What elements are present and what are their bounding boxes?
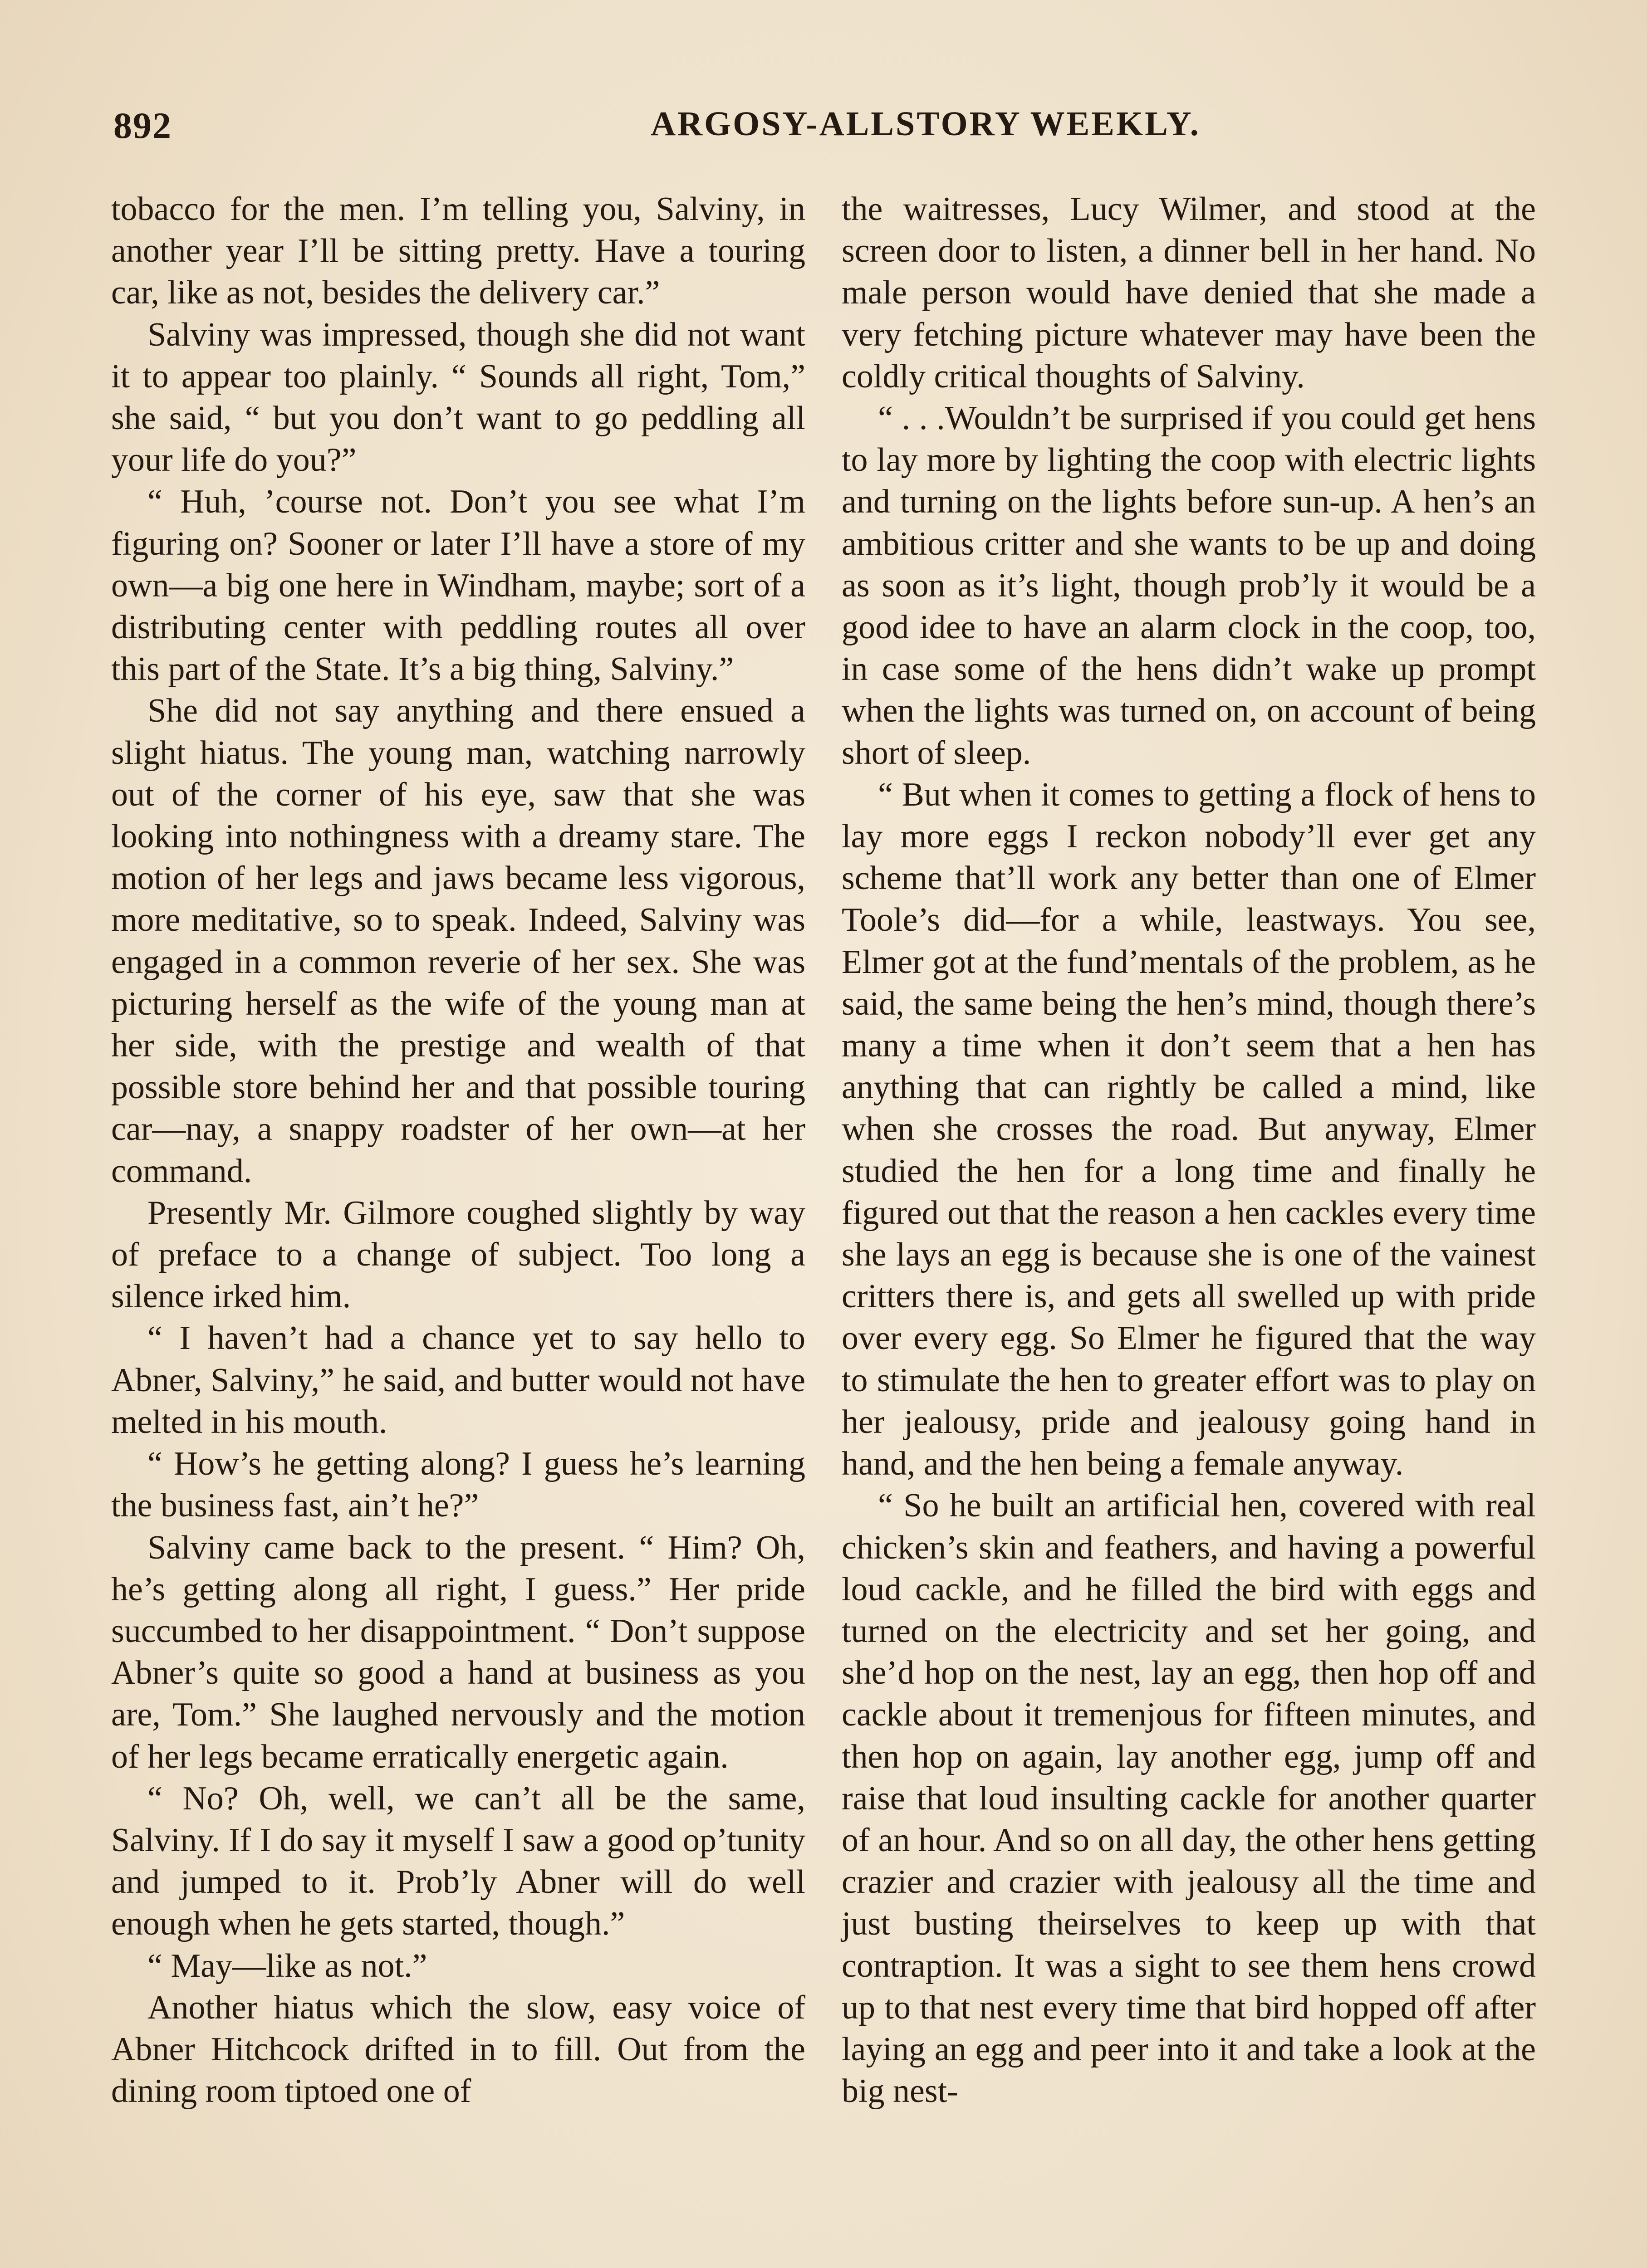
page-header xyxy=(113,104,1543,159)
paragraph: “ May—like as not.” xyxy=(147,1947,427,1984)
paragraph: “ So he built an artificial hen, covered with real chicken’s skin and feathers, and having a powerful loud cackle, and he filled the bird with eggs and turned on the electricity and set her going, and she’d hop on the nest, lay an egg, then hop off and cackle about it tremenjous for fifteen minutes, and then hop on again, lay another egg, jump off and raise that loud insulting cackle for another quarter of an hour. And so on all day, the other hens getting crazier and crazier with jealousy all the time and just busting theirselves to keep up with that contraption. It was a sight to see them hens crowd up to that nest every time that bird hopped off after laying an egg and peer into it and take a look at the big nest- xyxy=(842,1487,1536,2110)
left-column xyxy=(111,188,805,2112)
paragraph: “ Huh, ’course not. Don’t you see what I’m figuring on? Sooner or later I’ll have a store of my own—a big one here in Windham, maybe; sort of a distributing center with peddling routes all over this part of the State. It’s a big thing, Salviny.” xyxy=(111,483,805,688)
right-column xyxy=(842,188,1536,2112)
paragraph: Another hiatus which the slow, easy voice of Abner Hitchcock drifted in to fill. Out from the dining room tiptoed one of xyxy=(111,1989,805,2110)
paragraph: the waitresses, Lucy Wilmer, and stood at the screen door to listen, a dinner bell in her hand. No male person would have denied that she made a very fetching picture whatever may have been the coldly critical thoughts of Salviny. xyxy=(842,191,1536,395)
page-number: 892 xyxy=(113,105,172,146)
running-title: ARGOSY-ALLSTORY WEEKLY. xyxy=(651,105,1201,143)
paragraph: tobacco for the men. I’m telling you, Salviny, in another year I’ll be sitting pretty. Have a touring car, like as not, besides the delivery car.” xyxy=(111,191,805,312)
paragraph: Salviny came back to the present. “ Him? Oh, he’s getting along all right, I guess.” Her pride succumbed to her disappointment. “ Don’t suppose Abner’s quite so good a hand at business as you are, Tom.” She laughed nervously and the motion of her legs became erratically energetic again. xyxy=(111,1529,805,1775)
paragraph: She did not say anything and there ensued a slight hiatus. The young man, watching narrowly out of the corner of his eye, saw that she was looking into nothingness with a dreamy stare. The motion of her legs and jaws became less vigorous, more meditative, so to speak. Indeed, Salviny was engaged in a common reverie of her sex. She was picturing herself as the wife of the young man at her side, with the prestige and wealth of that possible store behind her and that possible touring car—nay, a snappy roadster of her own—at her command. xyxy=(111,692,805,1190)
paragraph: “ How’s he getting along? I guess he’s learning the business fast, ain’t he?” xyxy=(111,1445,805,1525)
paragraph: “ No? Oh, well, we can’t all be the same, Salviny. If I do say it myself I saw a good op’tunity and jumped to it. Prob’ly Abner will do well enough when he gets started, though.” xyxy=(111,1779,805,1943)
paragraph: “ I haven’t had a chance yet to say hello to Abner, Salviny,” he said, and butter would not have melted in his mouth. xyxy=(111,1320,805,1441)
paragraph: Salviny was impressed, though she did not want it to appear too plainly. “ Sounds all right, Tom,” she said, “ but you don’t want to go peddling all your life do you?” xyxy=(111,316,805,479)
paragraph: “ . . .Wouldn’t be surprised if you could get hens to lay more by lighting the coop with electric lights and turning on the lights before sun-up. A hen’s an ambitious critter and she wants to be up and doing as soon as it’s light, though prob’ly it would be a good idee to have an alarm clock in the coop, too, in case some of the hens didn’t wake up prompt when the lights was turned on, on account of being short of sleep. xyxy=(842,400,1536,772)
paragraph: Presently Mr. Gilmore coughed slightly by way of preface to a change of subject. Too long a silence irked him. xyxy=(111,1194,805,1315)
paragraph: “ But when it comes to getting a flock of hens to lay more eggs I reckon nobody’ll ever get any scheme that’ll work any better than one of Elmer Toole’s did—for a while, leastways. You see, Elmer got at the fund’mentals of the problem, as he said, the same being the hen’s mind, though there’s many a time when it don’t seem that a hen has anything that can rightly be called a mind, like when she crosses the road. But anyway, Elmer studied the hen for a long time and finally he figured out that the reason a hen cackles every time she lays an egg is because she is one of the vainest critters there is, and gets all swelled up with pride over every egg. So Elmer he figured that the way to stimulate the hen to greater effort was to play on her jealousy, pride and jealousy going hand in hand, and the hen being a female anyway. xyxy=(842,776,1536,1483)
